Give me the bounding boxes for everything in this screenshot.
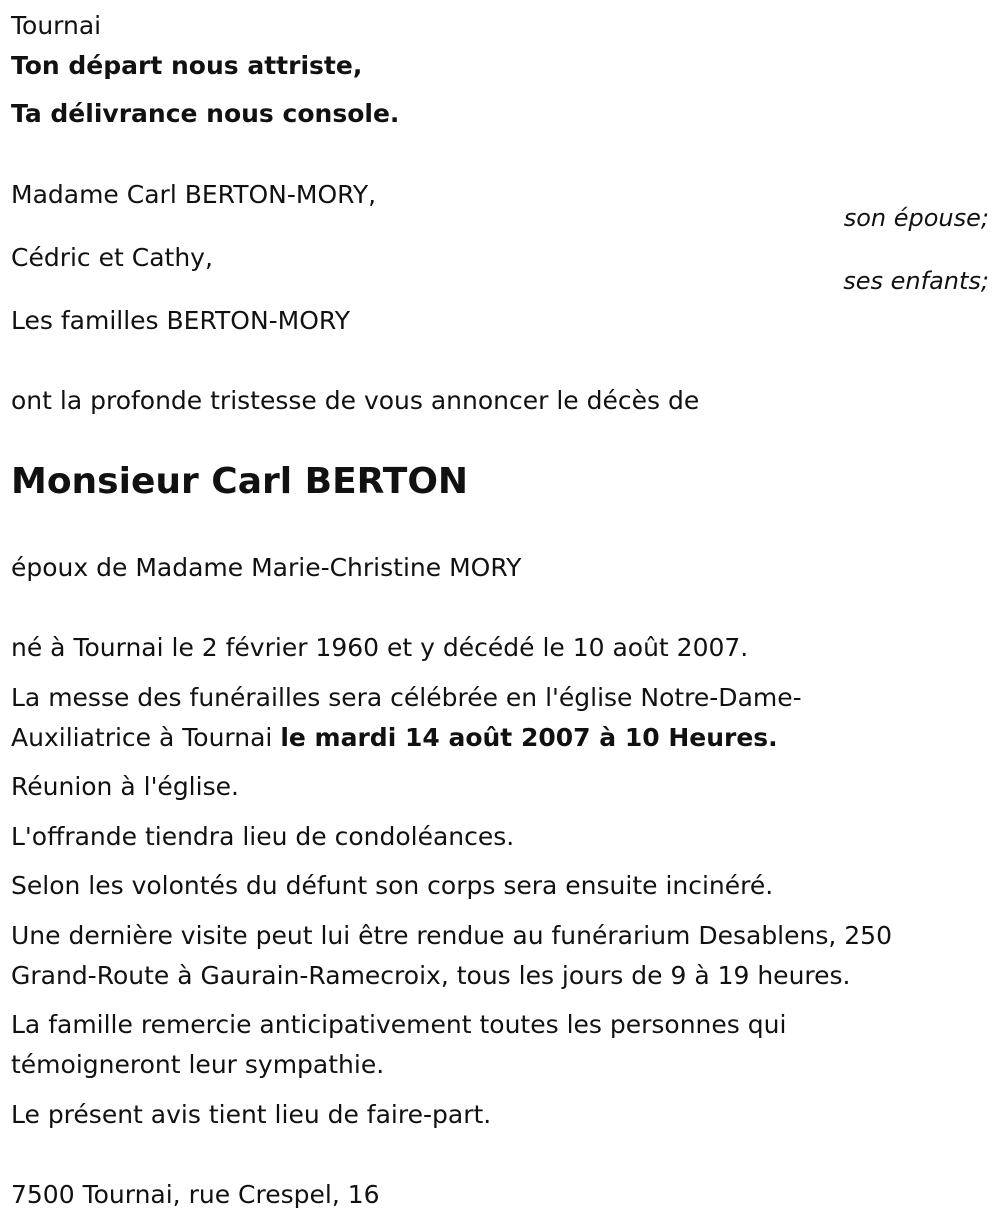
- address-line: 7500 Tournai, rue Crespel, 16: [11, 1180, 380, 1209]
- verse-line-2: Ta délivrance nous console.: [11, 99, 400, 128]
- deceased-name: Monsieur Carl BERTON: [11, 461, 469, 502]
- cremation-line: Selon les volontés du défunt son corps sera ensuite incinéré.: [11, 871, 774, 900]
- families-label: Les familles BERTON-MORY: [11, 306, 350, 335]
- wife-name: Madame Carl BERTON-MORY,: [11, 180, 377, 209]
- wife-role: son épouse;: [843, 204, 989, 232]
- announcement-text: ont la profonde tristesse de vous annoncer le décès de: [11, 386, 700, 415]
- mass-paragraph: [11, 678, 891, 758]
- thanks-paragraph: La famille remercie anticipativement toutes les personnes qui témoigneront leur sympathie.: [11, 1010, 787, 1079]
- visit-paragraph: Une dernière visite peut lui être rendue au funérarium Desablens, 250 Grand-Route à Gaurain-Ramecroix, tous les jours de 9 à 19 heures.: [11, 921, 892, 990]
- meeting-line: Réunion à l'église.: [11, 772, 239, 801]
- verse-line-1: Ton départ nous attriste,: [11, 51, 363, 80]
- notice-line: Le présent avis tient lieu de faire-part.: [11, 1100, 492, 1129]
- spouse-line: époux de Madame Marie-Christine MORY: [11, 553, 522, 582]
- offering-line: L'offrande tiendra lieu de condoléances.: [11, 822, 515, 851]
- birth-death-line: né à Tournai le 2 février 1960 et y décédé le 10 août 2007.: [11, 633, 749, 662]
- children-names: Cédric et Cathy,: [11, 243, 213, 272]
- city-label: Tournai: [11, 11, 102, 40]
- mass-text: La messe des funérailles sera célébrée en l'église Notre-Dame-Auxiliatrice à Tournai: [11, 683, 802, 752]
- children-role: ses enfants;: [843, 267, 989, 295]
- mass-date: le mardi 14 août 2007 à 10 Heures.: [280, 723, 778, 752]
